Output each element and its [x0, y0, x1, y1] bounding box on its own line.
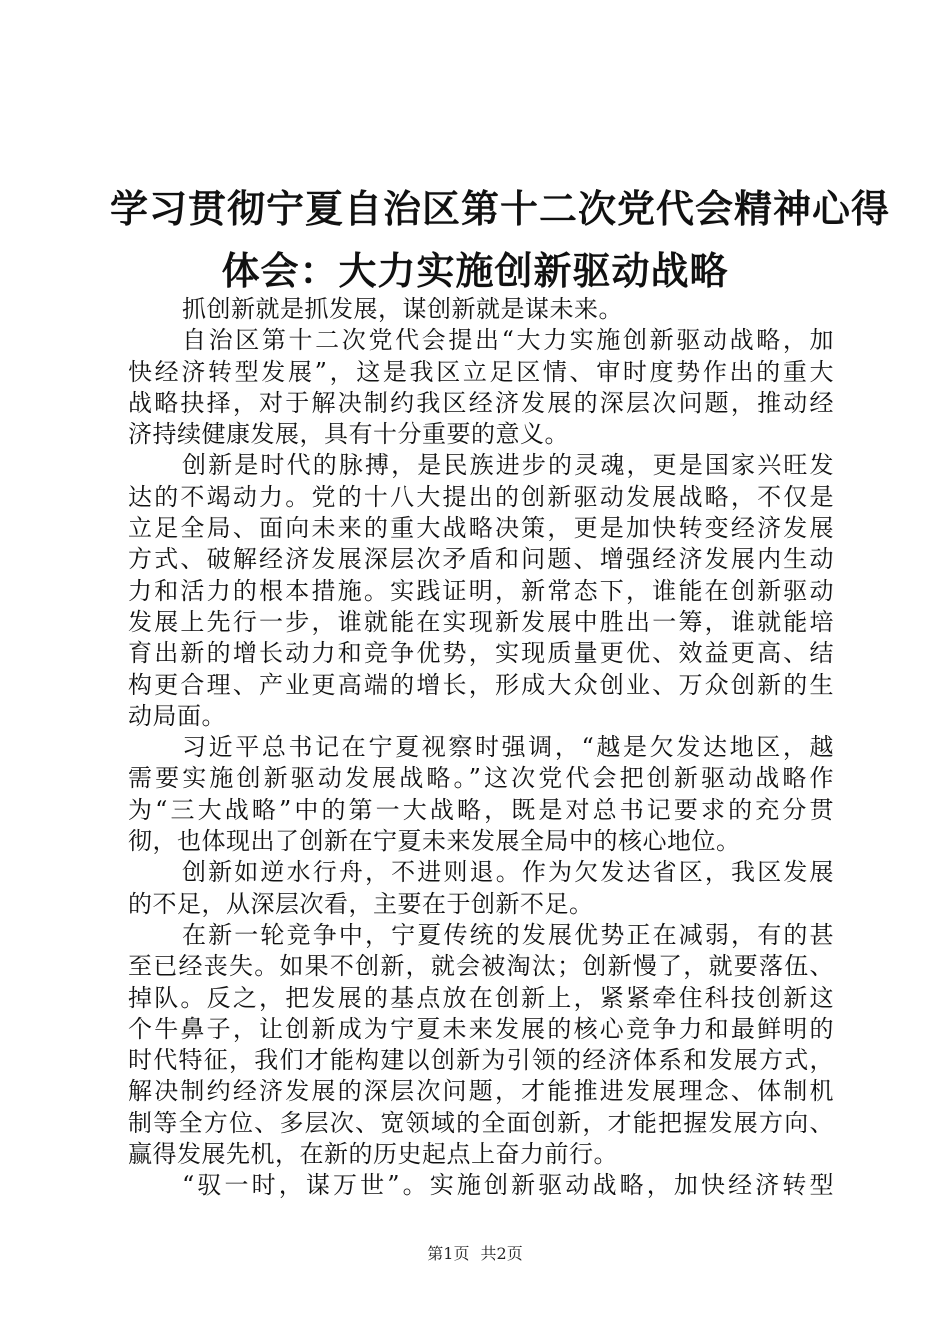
paragraph: [128, 857, 834, 920]
text-line: 时代特征，我们才能构建以创新为引领的经济体系和发展方式，: [128, 1046, 834, 1075]
paragraph: [128, 294, 834, 325]
page-total: 共2页: [480, 1244, 523, 1263]
text-line: 的不足，从深层次看，主要在于创新不足。: [128, 889, 594, 918]
paragraph: [128, 325, 834, 450]
text-line: 需要实施创新驱动发展战略。”这次党代会把创新驱动战略作: [128, 764, 834, 793]
text-line: 方式、破解经济发展深层次矛盾和问题、增强经济发展内生动: [128, 545, 834, 574]
text-line: 构更合理、产业更高端的增长，形成大众创业、万众创新的生: [128, 670, 834, 699]
text-line: 在新一轮竞争中，宁夏传统的发展优势正在减弱，有的甚: [182, 920, 834, 949]
text-line: 赢得发展先机，在新的历史起点上奋力前行。: [128, 1140, 618, 1169]
document-title: [110, 178, 891, 302]
page-number: 第1页: [427, 1244, 470, 1263]
text-line: 为“三大战略”中的第一大战略，既是对总书记要求的充分贯: [128, 795, 834, 824]
text-line: 制等全方位、多层次、宽领域的全面创新，才能把握发展方向、: [128, 1108, 834, 1137]
text-line: 至已经丧失。如果不创新，就会被淘汰；创新慢了，就要落伍、: [128, 952, 834, 981]
paragraph: [128, 732, 834, 857]
text-line: 发展上先行一步，谁就能在实现新发展中胜出一筹，谁就能培: [128, 607, 834, 636]
paragraph: [128, 450, 834, 732]
document-body: [128, 294, 834, 1202]
text-line: 动局面。: [128, 701, 226, 730]
text-line: 力和活力的根本措施。实践证明，新常态下，谁能在创新驱动: [128, 576, 834, 605]
text-line: 掉队。反之，把发展的基点放在创新上，紧紧牵住科技创新这: [128, 983, 834, 1012]
text-line: 立足全局、面向未来的重大战略决策，更是加快转变经济发展: [128, 514, 834, 543]
text-line: 习近平总书记在宁夏视察时强调，“越是欠发达地区，越: [182, 733, 834, 762]
text-line: 达的不竭动力。党的十八大提出的创新驱动发展战略，不仅是: [128, 482, 834, 511]
text-line: 个牛鼻子，让创新成为宁夏未来发展的核心竞争力和最鲜明的: [128, 1014, 834, 1043]
text-line: 快经济转型发展”，这是我区立足区情、审时度势作出的重大: [128, 357, 834, 386]
text-line: 战略抉择，对于解决制约我区经济发展的深层次问题，推动经: [128, 388, 834, 417]
text-line: “驭一时，谋万世”。实施创新驱动战略，加快经济转型: [182, 1171, 834, 1200]
text-line: 育出新的增长动力和竞争优势，实现质量更优、效益更高、结: [128, 639, 834, 668]
text-line: 创新是时代的脉搏，是民族进步的灵魂，更是国家兴旺发: [182, 451, 834, 480]
text-line: 彻，也体现出了创新在宁夏未来发展全局中的核心地位。: [128, 827, 741, 856]
title-line-2: 体会：大力实施创新驱动战略: [221, 248, 729, 293]
text-line: 自治区第十二次党代会提出“大力实施创新驱动战略，加: [182, 326, 834, 355]
text-line: 济持续健康发展，具有十分重要的意义。: [128, 420, 569, 449]
title-line-1: 学习贯彻宁夏自治区第十二次党代会精神心得: [110, 186, 891, 231]
paragraph: [128, 1170, 834, 1201]
paragraph: [128, 920, 834, 1170]
page-footer: [0, 1244, 950, 1264]
text-line: 创新如逆水行舟，不进则退。作为欠发达省区，我区发展: [182, 858, 834, 887]
text-line: 抓创新就是抓发展，谋创新就是谋未来。: [182, 295, 623, 323]
text-line: 解决制约经济发展的深层次问题，才能推进发展理念、体制机: [128, 1077, 834, 1106]
